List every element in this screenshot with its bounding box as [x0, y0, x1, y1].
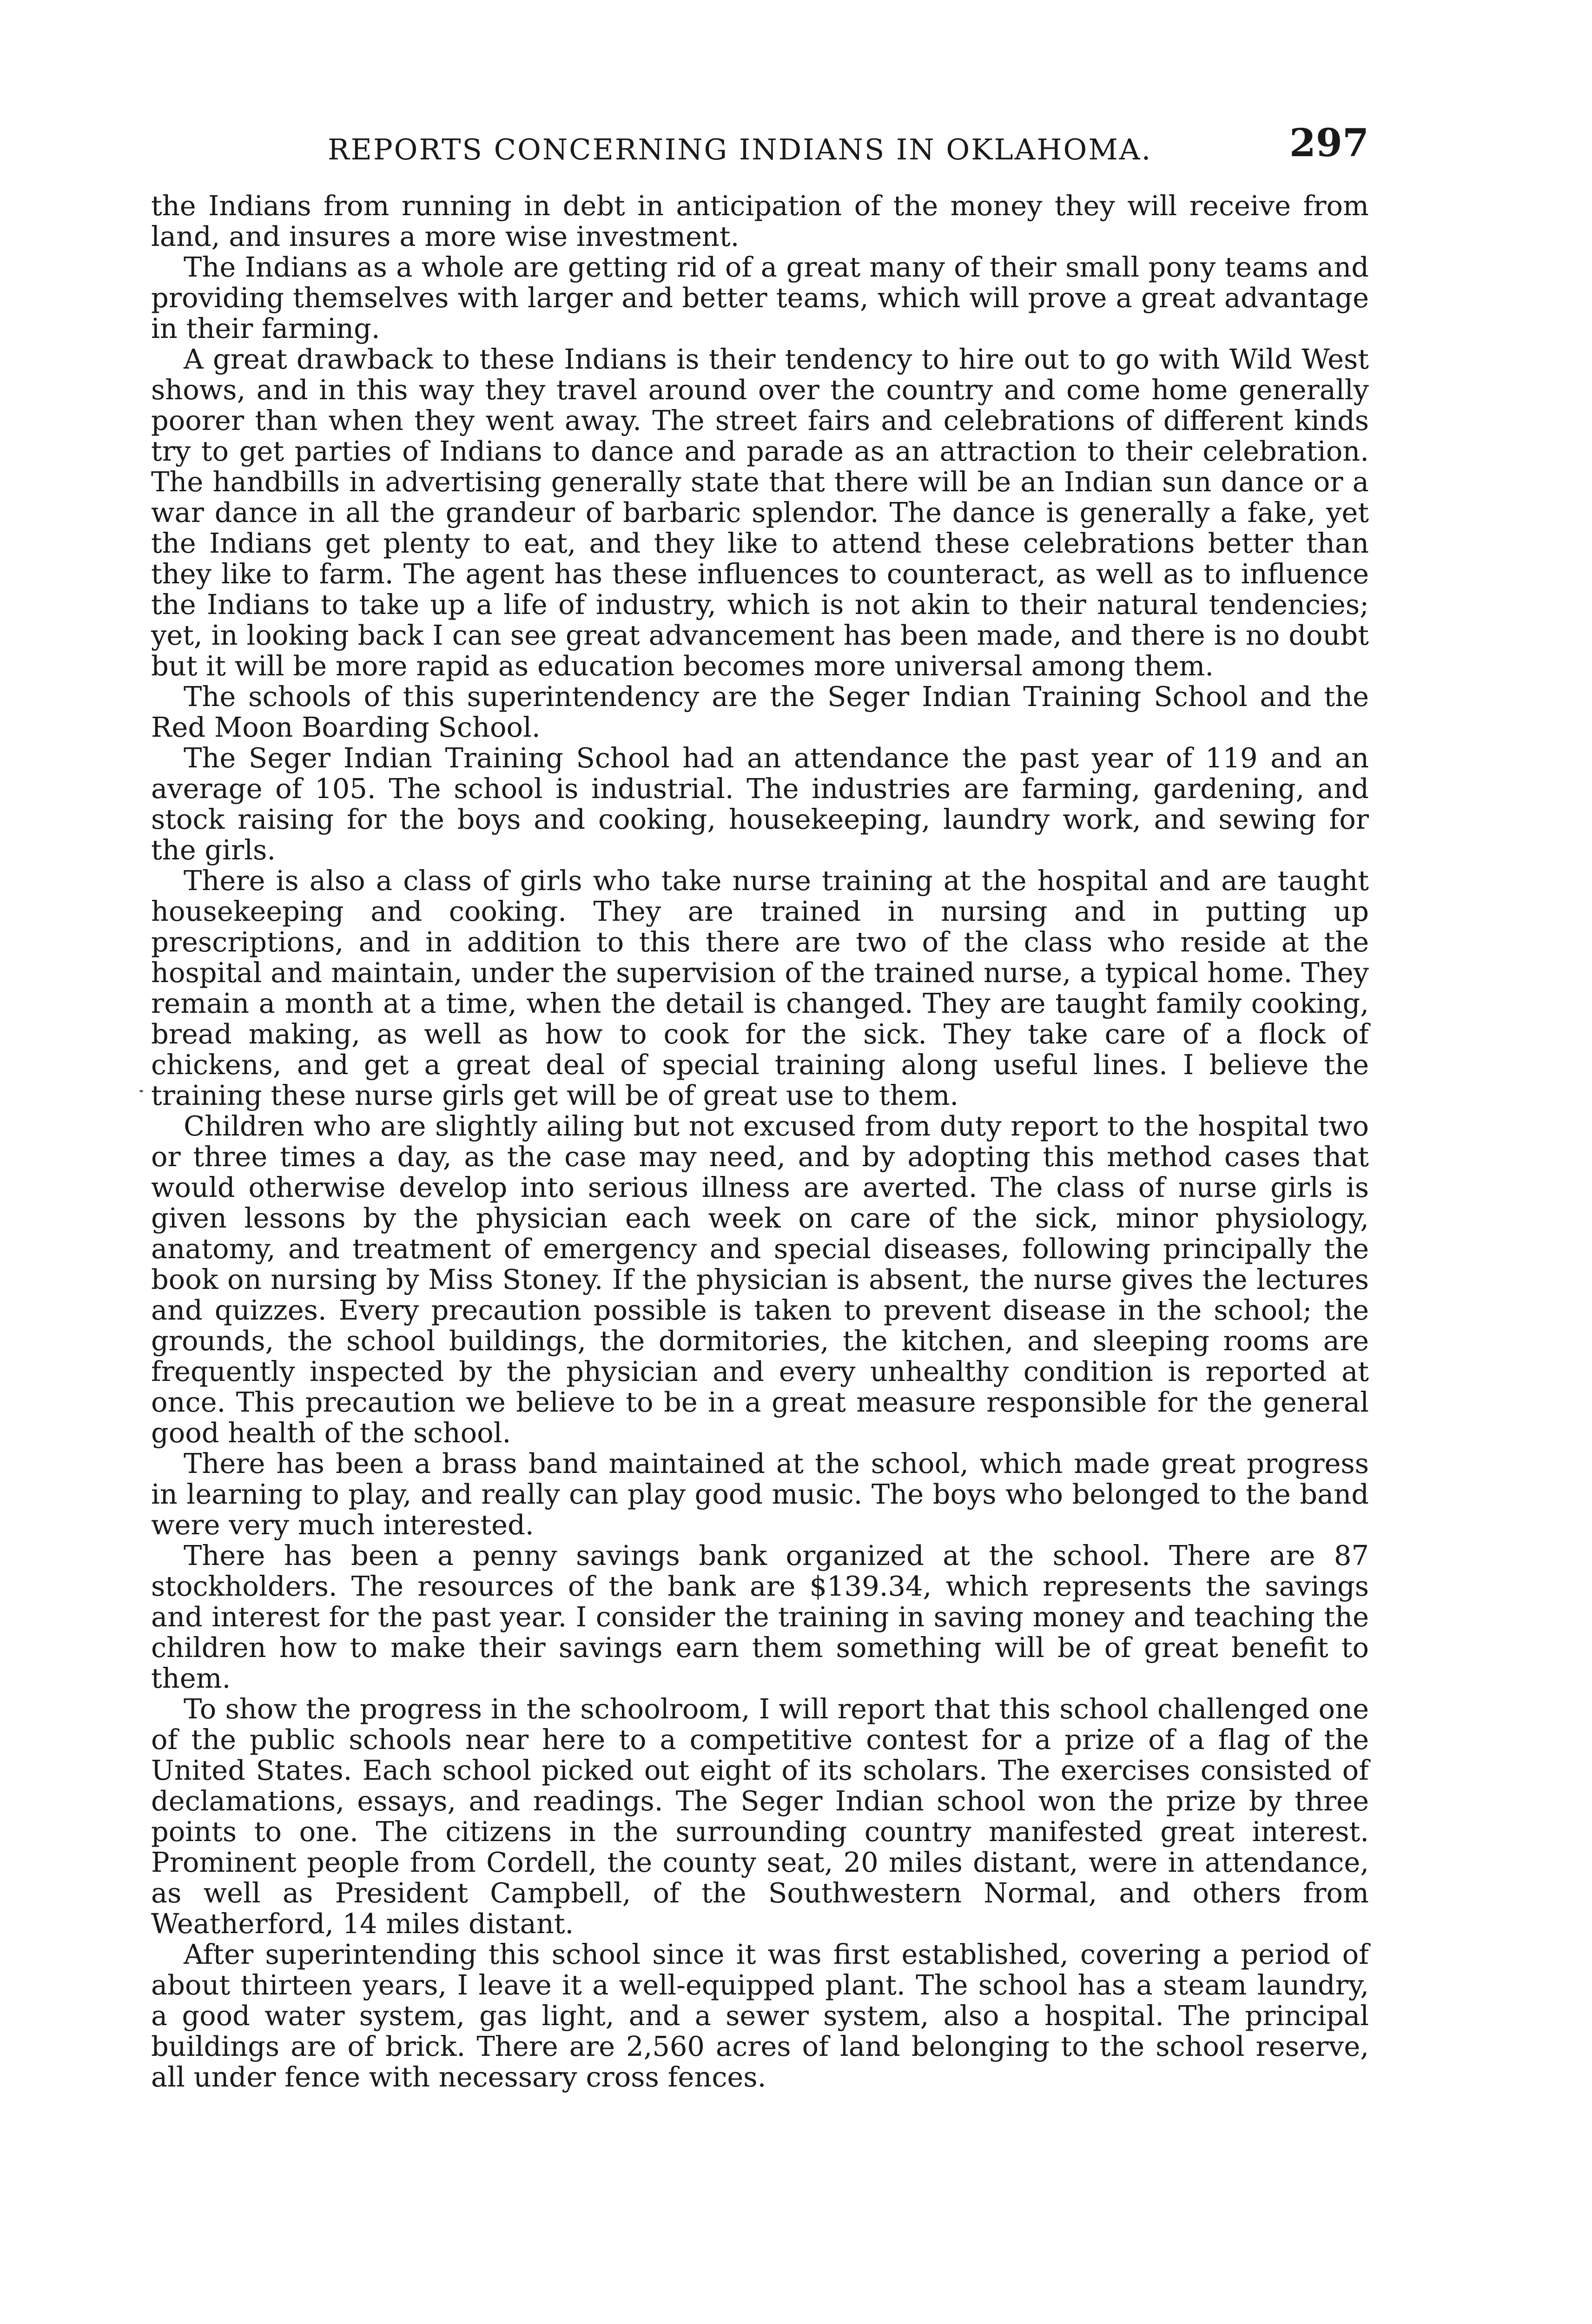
paragraph-seger-attendance: The Seger Indian Training School had an attendance the past year of 119 and an average of 105. The school is industrial. The industries are farming, gardening, and stock raising for the boys and cooking, housekeeping, laundry work, and sewing for the girls. [151, 742, 1369, 866]
paragraph-wild-west-shows: A great drawback to these Indians is their tendency to hire out to go with Wild West shows, and in this way they travel around over the country and come home generally poorer than when they went away. The street fairs and celebrations of different kinds try to get parties of Indians to dance and parade as an attraction to their celebration. The handbills in advertising generally state that there will be an Indian sun dance or a war dance in all the grandeur of barbaric splendor. The dance is generally a fake, yet the Indians get plenty to eat, and they like to attend these celebrations better than they like to farm. The agent has these influences to counteract, as well as to influence the Indians to take up a life of industry, which is not akin to their natural tendencies; yet, in looking back I can see great advancement has been made, and there is no doubt but it will be more rapid as education becomes more universal among them. [151, 343, 1369, 682]
paragraph-schools: The schools of this superintendency are the Seger Indian Training School and the Red Moon Boarding School. [151, 680, 1369, 743]
running-title: REPORTS CONCERNING INDIANS IN OKLAHOMA. [328, 132, 1152, 166]
paragraph-schoolroom-contest: To show the progress in the schoolroom, I will report that this school challenged one of the public schools near here to a competitive contest for a prize of a flag of the United States. Each school picked out eight of its scholars. The exercises consisted of declamations, essays, and readings. The Seger Indian school won the prize by three points to one. The citizens in the surrounding country manifested great interest. Prominent people from Cordell, the county seat, 20 miles distant, were in attendance, as well as President Campbell, of the Southwestern Normal, and others from Weatherford, 14 miles distant. [151, 1693, 1369, 1940]
paragraph-brass-band: There has been a brass band maintained at the school, which made great progress in learning to play, and really can play good music. The boys who belonged to the band were very much interested. [151, 1447, 1369, 1541]
paragraph-hospital: Children who are slightly ailing but not excused from duty report to the hospital two or three times a day, as the case may need, and by adopting this method cases that would otherwise develop into serious illness are averted. The class of nurse girls is given lessons by the physician each week on care of the sick, minor physiology, anatomy, and treatment of emergency and special diseases, following principally the book on nursing by Miss Stoney. If the physician is absent, the nurse gives the lectures and quizzes. Every precaution possible is taken to prevent disease in the school; the grounds, the school buildings, the dormitories, the kitchen, and sleeping rooms are frequently inspected by the physician and every unhealthy condition is reported at once. This precaution we believe to be in a great measure responsible for the general good health of the school. [151, 1110, 1369, 1449]
running-header [151, 119, 1369, 184]
document-page [151, 119, 1369, 2093]
paragraph-continuation: the Indians from running in debt in anticipation of the money they will receive from land, and insures a more wise investment. [151, 190, 1369, 252]
paragraph-pony-teams: The Indians as a whole are getting rid of a great many of their small pony teams and providing themselves with larger and better teams, which will prove a great advantage in their farming. [151, 251, 1369, 344]
paragraph-nurse-training: There is also a class of girls who take nurse training at the hospital and are taught housekeeping and cooking. They are trained in nursing and in putting up prescriptions, and in addition to this there are two of the class who reside at the hospital and maintain, under the supervision of the trained nurse, a typical home. They remain a month at a time, when the detail is changed. They are taught family cooking, bread making, as well as how to cook for the sick. They take care of a flock of chickens, and get a great deal of special training along useful lines. I believe the training these nurse girls get will be of great use to them. [151, 865, 1369, 1111]
scan-speck [139, 1090, 143, 1092]
page-number: 297 [1289, 121, 1369, 165]
paragraph-school-plant: After superintending this school since it was first established, covering a period of about thirteen years, I leave it a well-equipped plant. The school has a steam laundry, a good water system, gas light, and a sewer system, also a hospital. The principal buildings are of brick. There are 2,560 acres of land belonging to the school reserve, all under fence with necessary cross fences. [151, 1938, 1369, 2093]
paragraph-savings-bank: There has been a penny savings bank organized at the school. There are 87 stockholders. The resources of the bank are $139.34, which represents the savings and interest for the past year. I consider the training in saving money and teaching the children how to make their savings earn them something will be of great benefit to them. [151, 1539, 1369, 1694]
body-text [151, 191, 1369, 2093]
